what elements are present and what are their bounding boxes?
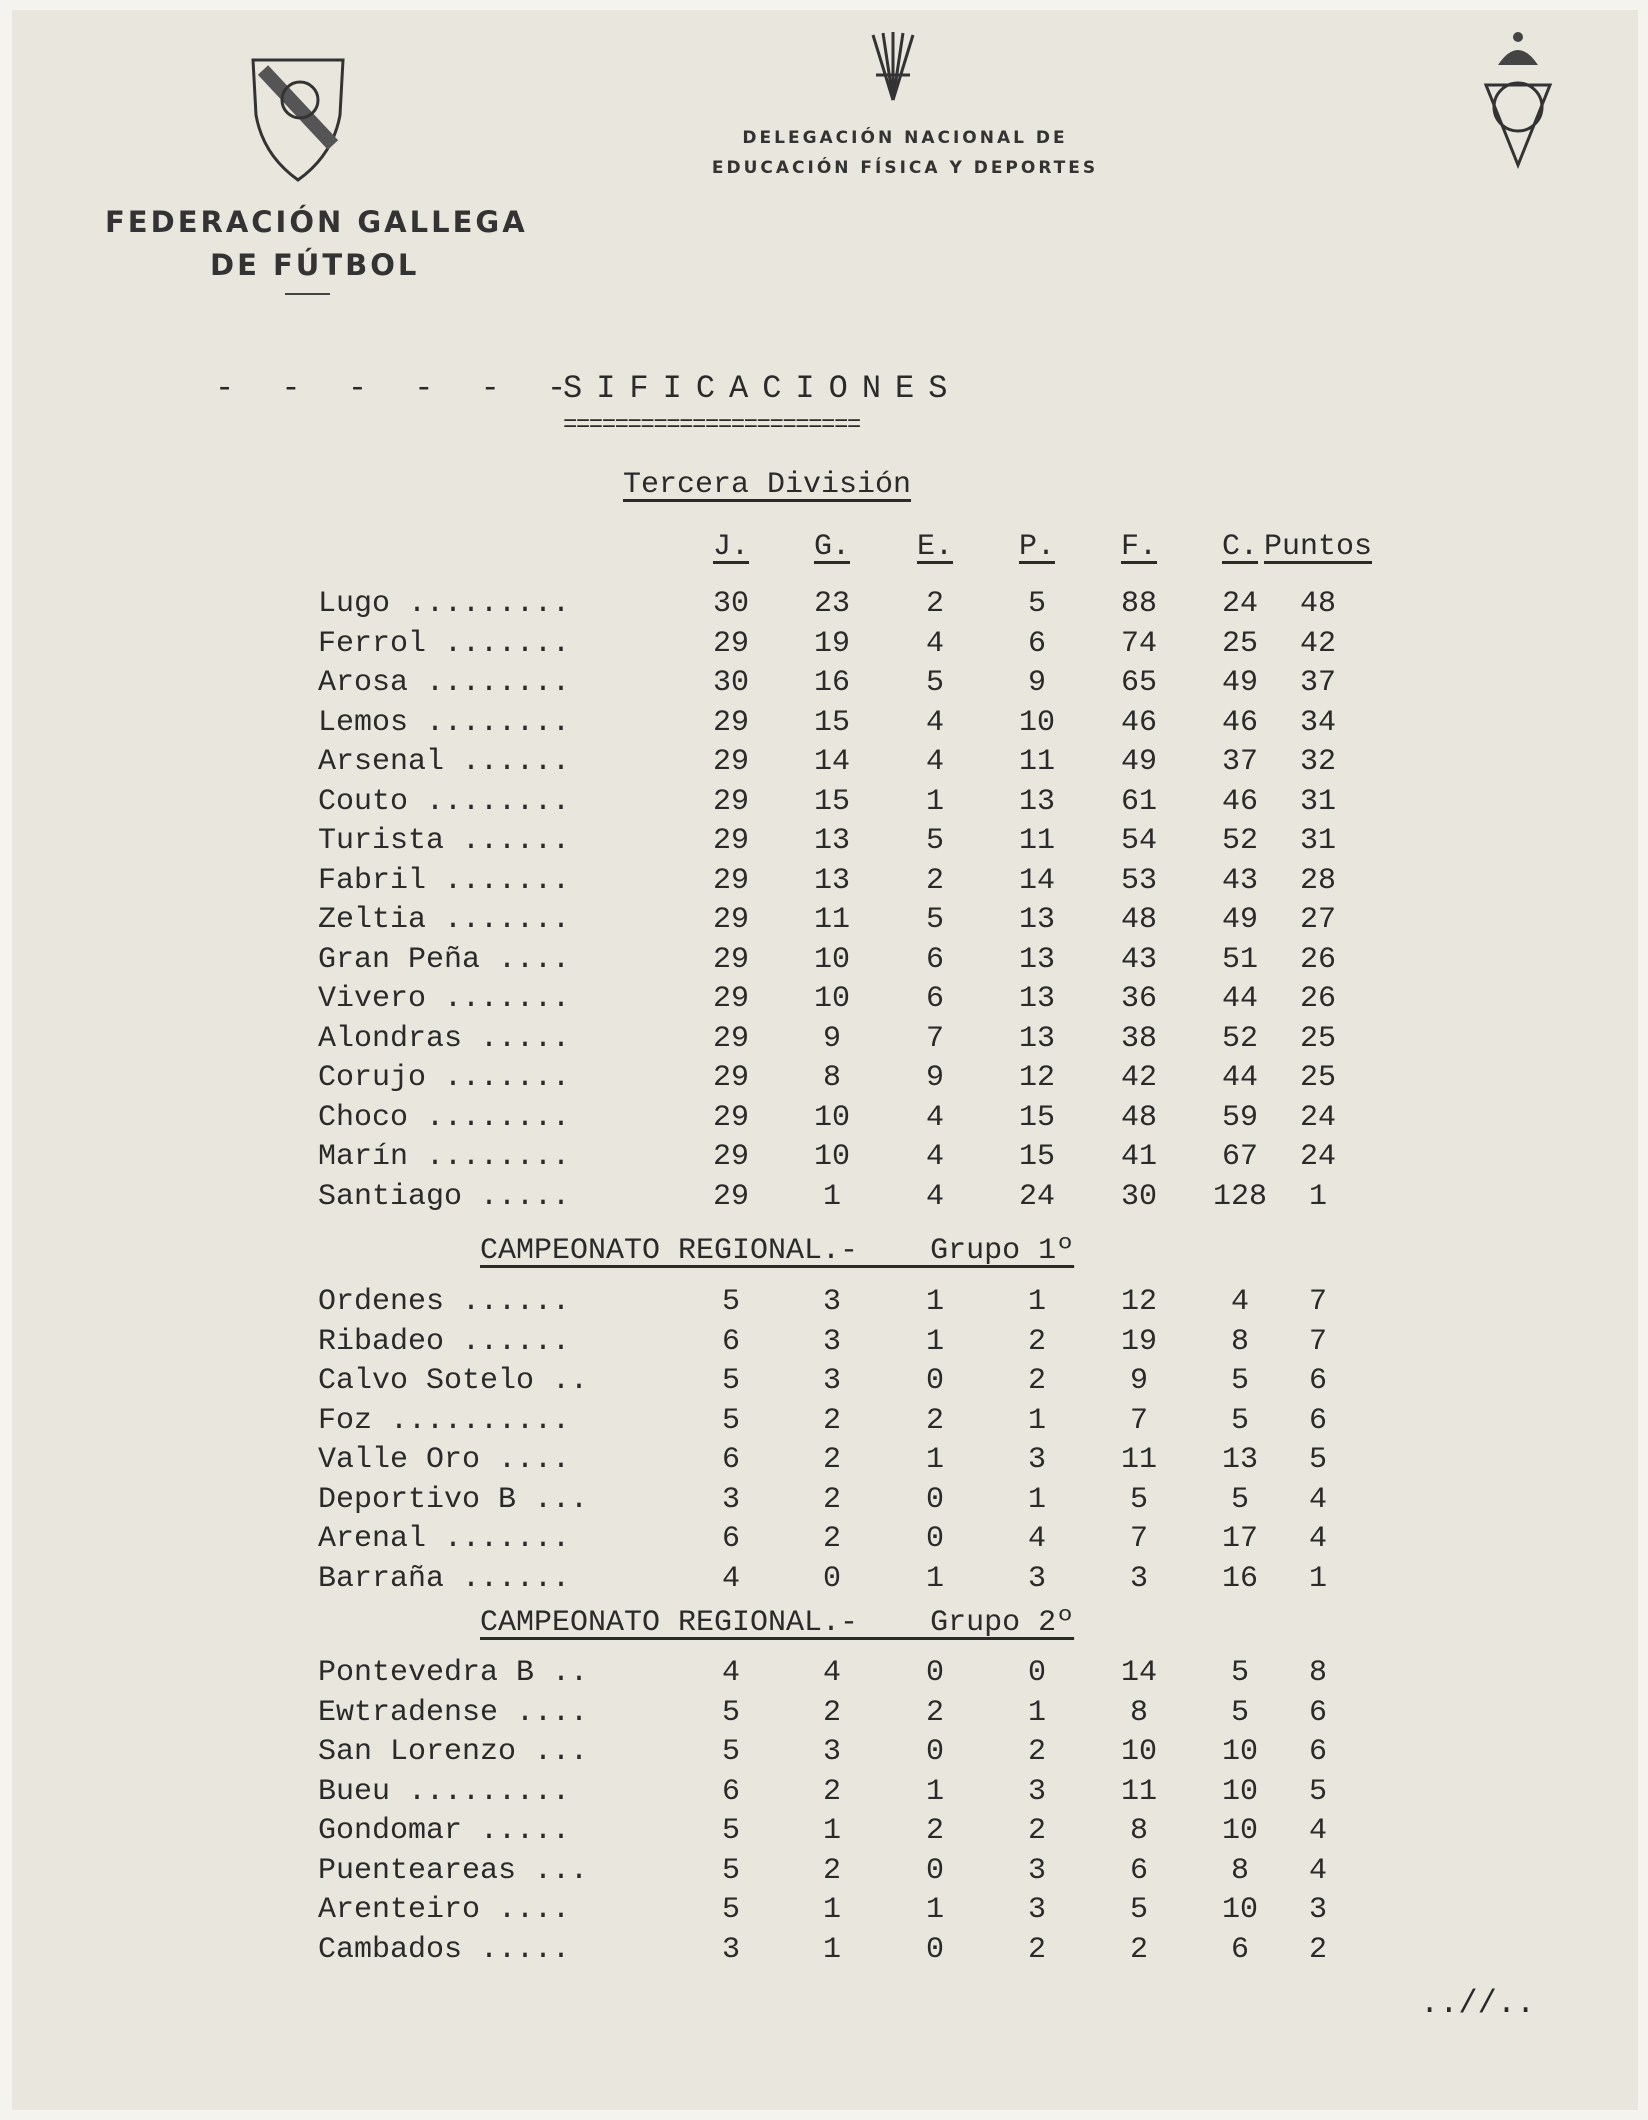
stat-cell: 30	[712, 587, 749, 621]
stat-cell: 3	[1027, 1774, 1046, 1809]
stat-cell: 4	[1027, 1522, 1046, 1556]
stat-cell: 6	[721, 1443, 740, 1477]
stat-cell: 4	[925, 1179, 944, 1214]
stat-cell: 5	[721, 1403, 740, 1438]
team-name: San Lorenzo ...	[318, 1735, 589, 1769]
column-header: Puntos	[1263, 530, 1373, 564]
stat-cell: 15	[1018, 1140, 1055, 1174]
stat-cell: 13	[1018, 784, 1055, 819]
column-header: F.	[1120, 530, 1157, 564]
stat-cell: 2	[822, 1695, 841, 1730]
team-name: Turista ......	[318, 824, 571, 858]
stat-cell: 3	[721, 1482, 740, 1517]
stat-cell: 3	[822, 1285, 841, 1319]
stat-cell: 54	[1120, 824, 1157, 858]
stat-cell: 4	[1308, 1482, 1327, 1517]
column-header: C.	[1221, 530, 1258, 564]
stat-cell: 51	[1221, 942, 1258, 977]
stat-cell: 0	[925, 1853, 944, 1888]
stat-cell: 9	[822, 1021, 841, 1056]
stat-cell: 4	[1308, 1853, 1327, 1888]
stat-cell: 12	[1120, 1285, 1157, 1319]
stat-cell: 4	[1308, 1814, 1327, 1848]
stat-cell: 2	[925, 1814, 944, 1848]
team-name: Corujo .......	[318, 1061, 571, 1095]
stat-cell: 8	[1308, 1656, 1327, 1690]
stat-cell: 29	[712, 863, 749, 898]
stat-cell: 1	[925, 784, 944, 819]
stat-cell: 10	[1221, 1814, 1258, 1848]
stat-cell: 34	[1299, 705, 1336, 740]
stat-cell: 6	[721, 1324, 740, 1359]
stat-cell: 10	[1221, 1774, 1258, 1809]
stat-cell: 10	[1221, 1735, 1258, 1769]
stat-cell: 0	[925, 1656, 944, 1690]
stat-cell: 5	[1308, 1774, 1327, 1809]
section-heading: CAMPEONATO REGIONAL.- Grupo 1º	[480, 1234, 1075, 1268]
stat-cell: 7	[1129, 1403, 1148, 1438]
stat-cell: 10	[813, 1100, 850, 1135]
stat-cell: 29	[712, 1179, 749, 1214]
stat-cell: 88	[1120, 587, 1157, 621]
team-name: Ordenes ......	[318, 1285, 571, 1319]
stat-cell: 61	[1120, 784, 1157, 819]
stat-cell: 23	[813, 587, 850, 621]
stat-cell: 10	[1120, 1735, 1157, 1769]
stat-cell: 11	[1120, 1443, 1157, 1477]
stat-cell: 24	[1299, 1100, 1336, 1135]
team-name: Bueu .........	[318, 1774, 571, 1809]
stat-cell: 9	[1027, 666, 1046, 700]
stat-cell: 46	[1120, 705, 1157, 740]
stat-cell: 41	[1120, 1140, 1157, 1174]
stat-cell: 4	[925, 1140, 944, 1174]
stat-cell: 5	[1230, 1364, 1249, 1398]
stat-cell: 49	[1221, 903, 1258, 937]
stat-cell: 43	[1120, 942, 1157, 977]
stat-cell: 1	[925, 1561, 944, 1596]
stat-cell: 2	[822, 1774, 841, 1809]
federation-name-line1: FEDERACIÓN GALLEGA	[105, 205, 528, 239]
stat-cell: 65	[1120, 666, 1157, 700]
team-name: Foz ..........	[318, 1403, 571, 1438]
stat-cell: 29	[712, 942, 749, 977]
stat-cell: 29	[712, 1140, 749, 1174]
stat-cell: 5	[1129, 1893, 1148, 1927]
stat-cell: 2	[925, 1403, 944, 1438]
stat-cell: 3	[1027, 1443, 1046, 1477]
stat-cell: 6	[1129, 1853, 1148, 1888]
team-name: Arosa ........	[318, 666, 571, 700]
stat-cell: 37	[1221, 745, 1258, 779]
stat-cell: 1	[1027, 1403, 1046, 1438]
stat-cell: 13	[813, 863, 850, 898]
stat-cell: 25	[1299, 1061, 1336, 1095]
stat-cell: 25	[1299, 1021, 1336, 1056]
stat-cell: 31	[1299, 824, 1336, 858]
stat-cell: 42	[1120, 1061, 1157, 1095]
stat-cell: 5	[925, 666, 944, 700]
stat-cell: 4	[1308, 1522, 1327, 1556]
stat-cell: 26	[1299, 942, 1336, 977]
team-name: Fabril .......	[318, 863, 571, 898]
stat-cell: 42	[1299, 626, 1336, 661]
stat-cell: 3	[721, 1932, 740, 1967]
stat-cell: 5	[1230, 1482, 1249, 1517]
stat-cell: 2	[822, 1853, 841, 1888]
stat-cell: 13	[813, 824, 850, 858]
stat-cell: 6	[925, 942, 944, 977]
stat-cell: 48	[1299, 587, 1336, 621]
stat-cell: 6	[1230, 1932, 1249, 1967]
stat-cell: 15	[1018, 1100, 1055, 1135]
stat-cell: 11	[1120, 1774, 1157, 1809]
stat-cell: 5	[1129, 1482, 1148, 1517]
stat-cell: 29	[712, 1061, 749, 1095]
federation-shield-logo	[248, 55, 348, 185]
stat-cell: 29	[712, 745, 749, 779]
stat-cell: 8	[822, 1061, 841, 1095]
stat-cell: 29	[712, 784, 749, 819]
stat-cell: 5	[925, 824, 944, 858]
stat-cell: 4	[925, 626, 944, 661]
team-name: Pontevedra B ..	[318, 1656, 589, 1690]
stat-cell: 3	[822, 1324, 841, 1359]
stat-cell: 10	[813, 942, 850, 977]
section-heading: CAMPEONATO REGIONAL.- Grupo 2º	[480, 1606, 1075, 1640]
stat-cell: 43	[1221, 863, 1258, 898]
stat-cell: 11	[813, 903, 850, 937]
stat-cell: 36	[1120, 982, 1157, 1016]
stat-cell: 5	[721, 1364, 740, 1398]
stat-cell: 2	[1027, 1932, 1046, 1967]
stat-cell: 25	[1221, 626, 1258, 661]
stat-cell: 29	[712, 626, 749, 661]
stat-cell: 16	[813, 666, 850, 700]
team-name: Arenal .......	[318, 1522, 571, 1556]
stat-cell: 16	[1221, 1561, 1258, 1596]
stat-cell: 2	[925, 863, 944, 898]
stat-cell: 13	[1221, 1443, 1258, 1477]
stat-cell: 4	[925, 1100, 944, 1135]
stat-cell: 5	[1027, 587, 1046, 621]
stat-cell: 31	[1299, 784, 1336, 819]
stat-cell: 10	[1221, 1893, 1258, 1927]
stat-cell: 3	[1308, 1893, 1327, 1927]
stat-cell: 3	[1129, 1561, 1148, 1596]
stat-cell: 3	[1027, 1561, 1046, 1596]
stat-cell: 7	[925, 1021, 944, 1056]
team-name: Arenteiro ....	[318, 1893, 571, 1927]
stat-cell: 46	[1221, 784, 1258, 819]
stat-cell: 48	[1120, 1100, 1157, 1135]
stat-cell: 128	[1212, 1179, 1267, 1214]
delegation-line1: DELEGACIÓN NACIONAL DE	[742, 128, 1068, 148]
stat-cell: 38	[1120, 1021, 1157, 1056]
stat-cell: 14	[813, 745, 850, 779]
stat-cell: 1	[1308, 1561, 1327, 1596]
stat-cell: 5	[1308, 1443, 1327, 1477]
team-name: Couto ........	[318, 784, 571, 819]
stat-cell: 0	[925, 1735, 944, 1769]
stat-cell: 2	[925, 587, 944, 621]
stat-cell: 4	[721, 1656, 740, 1690]
divider	[285, 293, 330, 295]
stat-cell: 44	[1221, 982, 1258, 1016]
stat-cell: 32	[1299, 745, 1336, 779]
stat-cell: 6	[1308, 1735, 1327, 1769]
stat-cell: 17	[1221, 1522, 1258, 1556]
stat-cell: 9	[925, 1061, 944, 1095]
stat-cell: 7	[1129, 1522, 1148, 1556]
stat-cell: 24	[1018, 1179, 1055, 1214]
stat-cell: 6	[1027, 626, 1046, 661]
team-name: Zeltia .......	[318, 903, 571, 937]
team-name: Santiago .....	[318, 1179, 571, 1214]
stat-cell: 14	[1018, 863, 1055, 898]
stat-cell: 2	[1027, 1364, 1046, 1398]
stat-cell: 0	[822, 1561, 841, 1596]
stat-cell: 3	[1027, 1893, 1046, 1927]
stat-cell: 4	[925, 705, 944, 740]
column-header: E.	[916, 530, 953, 564]
team-name: Ewtradense ....	[318, 1695, 589, 1730]
title-rule: =======================	[563, 412, 860, 439]
stat-cell: 29	[712, 1100, 749, 1135]
stat-cell: 13	[1018, 942, 1055, 977]
team-name: Cambados .....	[318, 1932, 571, 1967]
stat-cell: 10	[1018, 705, 1055, 740]
stat-cell: 8	[1129, 1814, 1148, 1848]
team-name: Calvo Sotelo ..	[318, 1364, 589, 1398]
team-name: Gondomar .....	[318, 1814, 571, 1848]
stat-cell: 67	[1221, 1140, 1258, 1174]
stat-cell: 1	[925, 1774, 944, 1809]
stat-cell: 2	[822, 1443, 841, 1477]
stat-cell: 5	[1230, 1656, 1249, 1690]
stat-cell: 6	[1308, 1403, 1327, 1438]
stat-cell: 1	[822, 1814, 841, 1848]
stat-cell: 8	[1129, 1695, 1148, 1730]
stat-cell: 15	[813, 784, 850, 819]
stat-cell: 11	[1018, 824, 1055, 858]
stat-cell: 29	[712, 903, 749, 937]
stat-cell: 8	[1230, 1324, 1249, 1359]
stat-cell: 4	[822, 1656, 841, 1690]
stat-cell: 29	[712, 1021, 749, 1056]
stat-cell: 0	[925, 1364, 944, 1398]
stat-cell: 1	[925, 1285, 944, 1319]
stat-cell: 5	[721, 1735, 740, 1769]
stat-cell: 5	[925, 903, 944, 937]
stat-cell: 4	[925, 745, 944, 779]
stat-cell: 14	[1120, 1656, 1157, 1690]
stat-cell: 37	[1299, 666, 1336, 700]
stat-cell: 26	[1299, 982, 1336, 1016]
stat-cell: 2	[1027, 1735, 1046, 1769]
stat-cell: 19	[1120, 1324, 1157, 1359]
stat-cell: 5	[721, 1285, 740, 1319]
continuation-mark: ..//..	[1420, 1985, 1536, 2022]
stat-cell: 49	[1120, 745, 1157, 779]
team-name: Marín ........	[318, 1140, 571, 1174]
column-header: P.	[1018, 530, 1055, 564]
stat-cell: 52	[1221, 1021, 1258, 1056]
team-name: Lugo .........	[318, 587, 571, 621]
stat-cell: 2	[1027, 1814, 1046, 1848]
team-name: Ferrol .......	[318, 626, 571, 661]
stat-cell: 2	[1129, 1932, 1148, 1967]
stat-cell: 24	[1299, 1140, 1336, 1174]
column-header: J.	[712, 530, 749, 564]
stat-cell: 6	[721, 1774, 740, 1809]
stat-cell: 49	[1221, 666, 1258, 700]
stat-cell: 6	[1308, 1364, 1327, 1398]
stat-cell: 1	[822, 1932, 841, 1967]
team-name: Valle Oro ....	[318, 1443, 571, 1477]
stat-cell: 0	[1027, 1656, 1046, 1690]
stat-cell: 13	[1018, 1021, 1055, 1056]
stat-cell: 48	[1120, 903, 1157, 937]
stat-cell: 1	[925, 1324, 944, 1359]
crowned-federation-emblem	[1478, 25, 1558, 175]
stat-cell: 8	[1230, 1853, 1249, 1888]
stat-cell: 44	[1221, 1061, 1258, 1095]
stat-cell: 30	[1120, 1179, 1157, 1214]
team-name: Choco ........	[318, 1100, 571, 1135]
stat-cell: 2	[822, 1522, 841, 1556]
stat-cell: 12	[1018, 1061, 1055, 1095]
stat-cell: 1	[925, 1893, 944, 1927]
team-name: Vivero .......	[318, 982, 571, 1016]
stat-cell: 1	[822, 1893, 841, 1927]
stat-cell: 19	[813, 626, 850, 661]
stat-cell: 2	[1027, 1324, 1046, 1359]
stat-cell: 6	[1308, 1695, 1327, 1730]
title-dashes: - - - - - -	[215, 370, 581, 407]
stat-cell: 5	[721, 1853, 740, 1888]
team-name: Barraña ......	[318, 1561, 571, 1596]
stat-cell: 0	[925, 1522, 944, 1556]
stat-cell: 4	[721, 1561, 740, 1596]
stat-cell: 5	[721, 1814, 740, 1848]
stat-cell: 6	[925, 982, 944, 1016]
stat-cell: 29	[712, 705, 749, 740]
stat-cell: 2	[822, 1403, 841, 1438]
stat-cell: 7	[1308, 1324, 1327, 1359]
stat-cell: 46	[1221, 705, 1258, 740]
stat-cell: 1	[925, 1443, 944, 1477]
stat-cell: 1	[1027, 1285, 1046, 1319]
document-title: SIFICACIONES	[563, 370, 962, 407]
stat-cell: 5	[721, 1893, 740, 1927]
stat-cell: 1	[1027, 1482, 1046, 1517]
stat-cell: 24	[1221, 587, 1258, 621]
stat-cell: 2	[1308, 1932, 1327, 1967]
stat-cell: 1	[1027, 1695, 1046, 1730]
stat-cell: 15	[813, 705, 850, 740]
stat-cell: 10	[813, 982, 850, 1016]
section-heading: Tercera División	[623, 468, 912, 502]
stat-cell: 5	[1230, 1403, 1249, 1438]
stat-cell: 5	[1230, 1695, 1249, 1730]
stat-cell: 3	[822, 1364, 841, 1398]
stat-cell: 4	[1230, 1285, 1249, 1319]
stat-cell: 6	[721, 1522, 740, 1556]
stat-cell: 7	[1308, 1285, 1327, 1319]
stat-cell: 1	[1308, 1179, 1327, 1214]
stat-cell: 52	[1221, 824, 1258, 858]
stat-cell: 10	[813, 1140, 850, 1174]
stat-cell: 29	[712, 982, 749, 1016]
stat-cell: 9	[1129, 1364, 1148, 1398]
team-name: Gran Peña ....	[318, 942, 571, 977]
team-name: Ribadeo ......	[318, 1324, 571, 1359]
stat-cell: 13	[1018, 982, 1055, 1016]
stat-cell: 5	[721, 1695, 740, 1730]
stat-cell: 3	[1027, 1853, 1046, 1888]
team-name: Alondras .....	[318, 1021, 571, 1056]
stat-cell: 0	[925, 1482, 944, 1517]
stat-cell: 11	[1018, 745, 1055, 779]
stat-cell: 2	[822, 1482, 841, 1517]
yoke-arrows-emblem	[868, 30, 918, 105]
team-name: Deportivo B ...	[318, 1482, 589, 1517]
stat-cell: 1	[822, 1179, 841, 1214]
team-name: Arsenal ......	[318, 745, 571, 779]
stat-cell: 53	[1120, 863, 1157, 898]
delegation-line2: EDUCACIÓN FÍSICA Y DEPORTES	[711, 158, 1099, 178]
column-header: G.	[813, 530, 850, 564]
stat-cell: 13	[1018, 903, 1055, 937]
stat-cell: 27	[1299, 903, 1336, 937]
team-name: Lemos ........	[318, 705, 571, 740]
stat-cell: 3	[822, 1735, 841, 1769]
federation-name-line2: DE FÚTBOL	[210, 248, 420, 282]
stat-cell: 0	[925, 1932, 944, 1967]
team-name: Puenteareas ...	[318, 1853, 589, 1888]
stat-cell: 59	[1221, 1100, 1258, 1135]
stat-cell: 74	[1120, 626, 1157, 661]
stat-cell: 30	[712, 666, 749, 700]
stat-cell: 29	[712, 824, 749, 858]
stat-cell: 28	[1299, 863, 1336, 898]
stat-cell: 2	[925, 1695, 944, 1730]
